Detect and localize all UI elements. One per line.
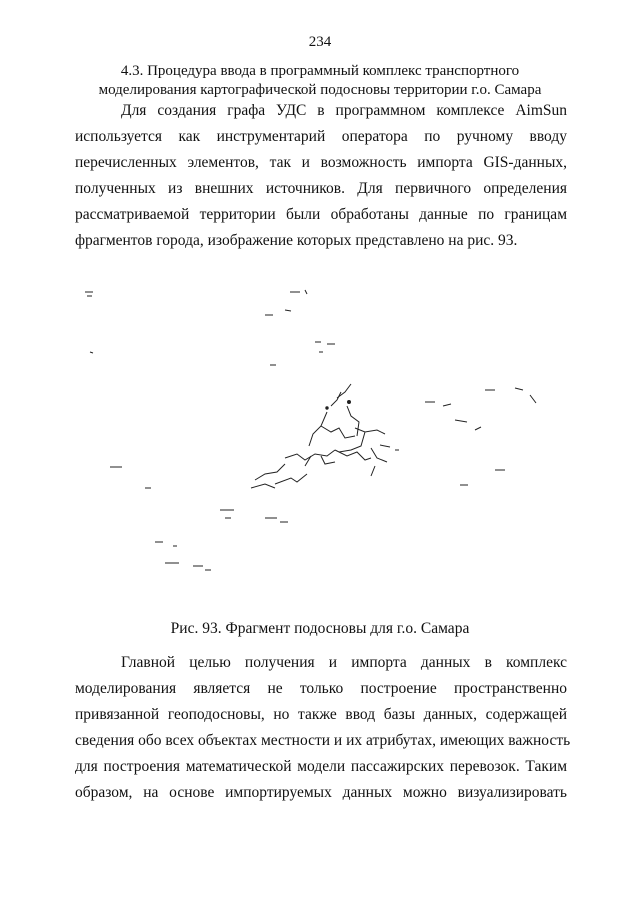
paragraph-intro — [75, 98, 567, 254]
paragraph-main — [75, 650, 571, 806]
text-line: Для создания графа УДС в программном комплексе AimSun — [121, 102, 567, 119]
map-cluster — [331, 392, 341, 406]
section-heading-line: моделирования картографической подосновы территории г.о. Самара — [98, 82, 542, 98]
text-line: фрагментов города, изображение которых представлено на рис. 93. — [75, 232, 518, 249]
text-line: полученных из внешних источников. Для первичного определения — [75, 180, 567, 197]
map-cluster — [251, 464, 285, 488]
section-heading — [80, 62, 560, 100]
text-line: для построения математической модели пассажирских перевозок. Таким — [75, 758, 567, 775]
map-fragment — [165, 563, 211, 570]
map-fragment — [455, 420, 481, 430]
text-line: образом, на основе импортируемых данных можно визуализировать — [75, 784, 567, 801]
text-line: привязанной геоподосновы, но также ввод базы данных, содержащей — [75, 706, 567, 723]
map-fragment — [85, 292, 93, 296]
section-heading-line: 4.3. Процедура ввода в программный комплекс транспортного — [120, 63, 520, 79]
map-fragment — [265, 310, 291, 315]
map-cluster — [339, 428, 385, 452]
text-line: моделирования является не только построение пространственно — [75, 680, 567, 697]
text-line: рассматриваемой территории были обработаны данные по границам — [75, 206, 567, 223]
map-fragment — [290, 290, 307, 294]
figure-caption: Рис. 93. Фрагмент подосновы для г.о. Самара — [170, 620, 470, 637]
text-line: перечисленных элементов, так и возможность импорта GIS-данных, — [75, 154, 567, 171]
map-figure — [75, 270, 570, 600]
map-point — [348, 401, 351, 404]
page-number: 234 — [308, 34, 332, 50]
map-fragment — [315, 342, 335, 352]
map-fragment — [155, 542, 177, 546]
map-fragment — [380, 445, 399, 450]
map-cluster — [371, 448, 387, 476]
map-point — [326, 407, 328, 409]
map-fragment — [425, 402, 451, 406]
map-cluster — [309, 412, 355, 446]
map-fragment — [485, 388, 536, 403]
map-fragment — [220, 510, 288, 522]
text-line: используется как инструментарий оператора по ручному вводу — [75, 128, 567, 145]
text-line: Главной целью получения и импорта данных в комплекс — [121, 654, 567, 671]
map-fragment — [460, 470, 505, 485]
map-fragment — [90, 352, 93, 353]
text-line: сведения обо всех объектах местности и их атрибутах, имеющих важность — [75, 732, 571, 749]
map-fragments — [85, 290, 536, 570]
map-cluster — [275, 474, 307, 484]
